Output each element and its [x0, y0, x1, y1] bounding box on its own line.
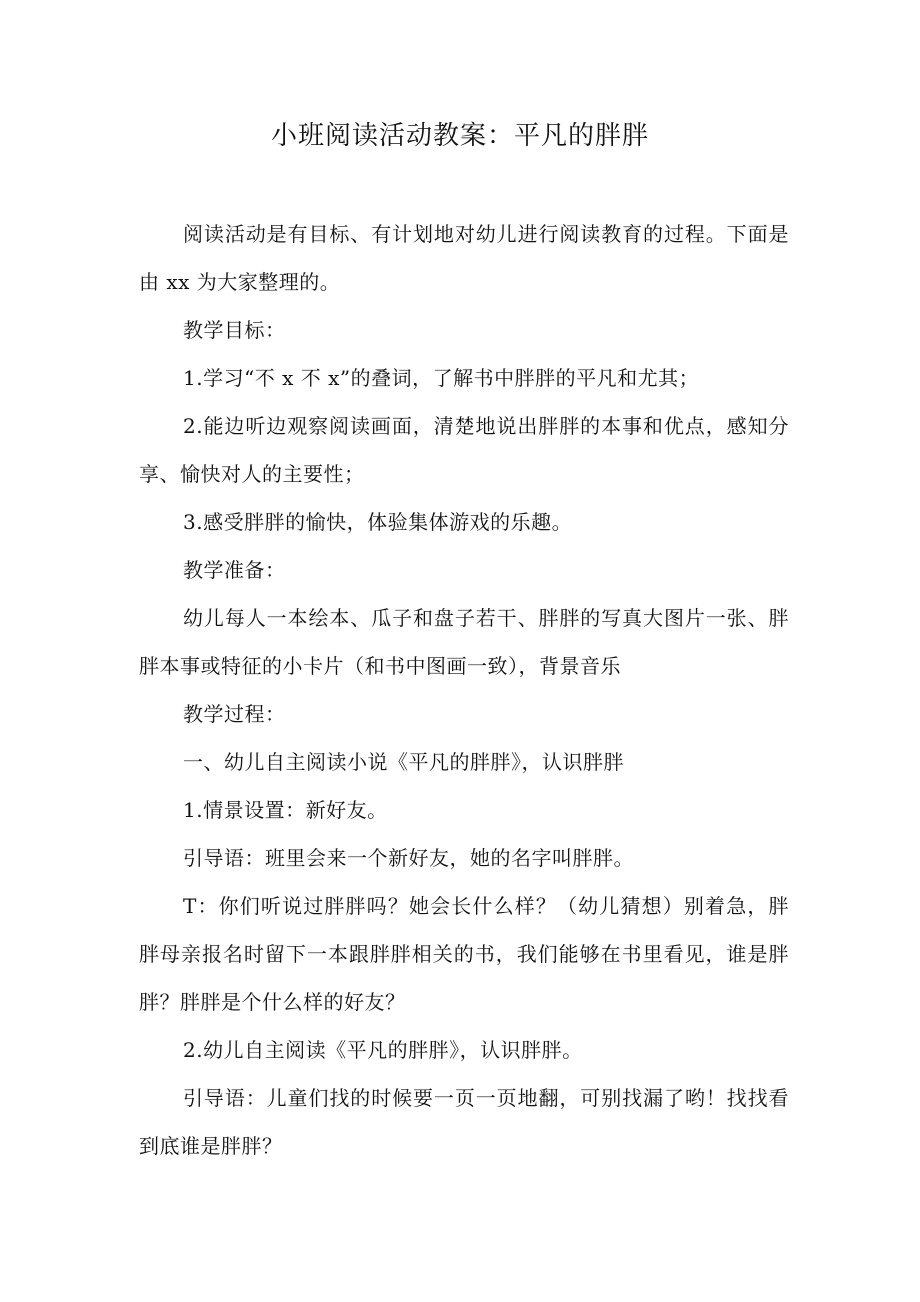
guide-text-1: 引导语：班里会来一个新好友，她的名字叫胖胖。 — [183, 846, 634, 870]
preparation-paragraph: 幼儿每人一本绘本、瓜子和盘子若干、胖胖的写真大图片一张、胖胖本事或特征的小卡片（和书中图画一致），背景音乐 — [139, 606, 789, 678]
teaching-goals-heading: 教学目标： — [183, 318, 286, 342]
section-heading-1: 一、幼儿自主阅读小说《平凡的胖胖》，认识胖胖 — [183, 750, 624, 774]
guide-text-2: 引导语：儿童们找的时候要一页一页地翻，可别找漏了哟！找找看到底谁是胖胖？ — [139, 1086, 789, 1158]
step-2: 2.幼儿自主阅读《平凡的胖胖》，认识胖胖。 — [183, 1038, 583, 1062]
document-title: 小班阅读活动教案：平凡的胖胖 — [270, 121, 649, 151]
intro-paragraph: 阅读活动是有目标、有计划地对幼儿进行阅读教育的过程。下面是由 xx 为大家整理的。 — [139, 222, 789, 294]
teacher-dialogue: T：你们听说过胖胖吗？她会长什么样？（幼儿猜想）别着急，胖胖母亲报名时留下一本跟胖胖相关的书，我们能够在书里看见，谁是胖胖？胖胖是个什么样的好友？ — [139, 894, 789, 1014]
teaching-preparation-heading: 教学准备： — [183, 558, 286, 582]
goal-item-3: 3.感受胖胖的愉快，体验集体游戏的乐趣。 — [183, 510, 573, 534]
step-1: 1.情景设置：新好友。 — [183, 798, 388, 822]
teaching-process-heading: 教学过程： — [183, 702, 286, 726]
document-body — [139, 210, 789, 1170]
goal-item-1: 1.学习“不 x 不 x”的叠词，了解书中胖胖的平凡和尤其； — [183, 366, 700, 390]
goal-item-2: 2.能边听边观察阅读画面，清楚地说出胖胖的本事和优点，感知分享、愉快对人的主要性； — [139, 414, 789, 486]
